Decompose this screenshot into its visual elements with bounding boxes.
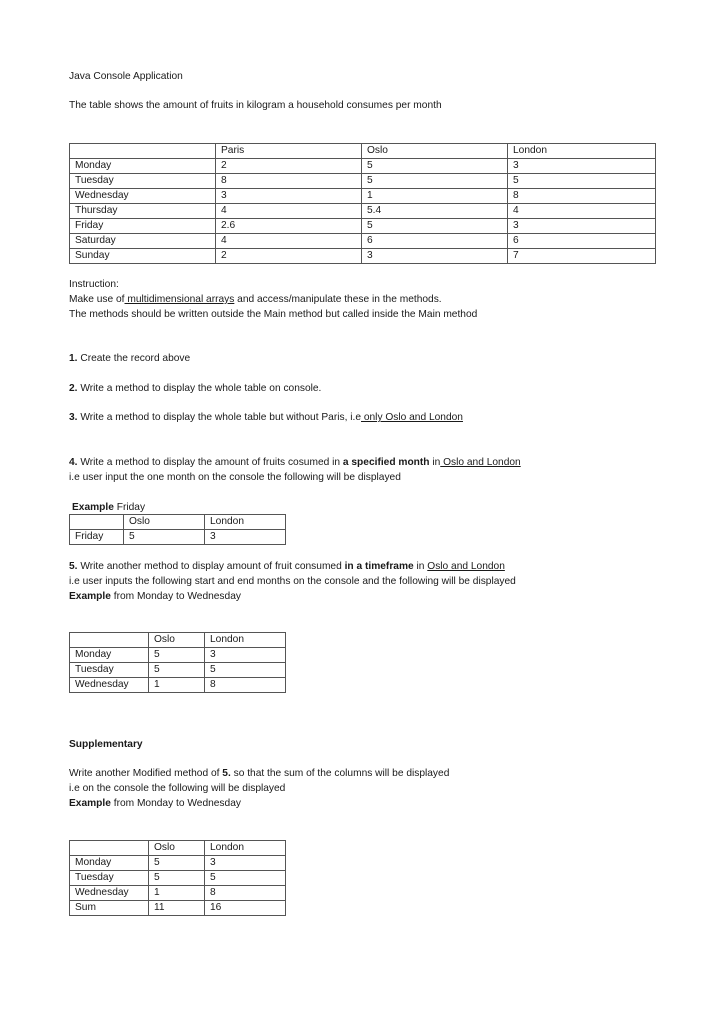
supplementary-emphasis: 5.: [222, 768, 231, 779]
table-row: [70, 678, 286, 693]
table-cell: 5: [362, 174, 508, 189]
table-cell: Saturday: [70, 234, 216, 249]
table-cell: Tuesday: [70, 871, 149, 886]
task-text: Create the record above: [77, 353, 191, 364]
table-cell: Monday: [70, 856, 149, 871]
table-cell: 5: [124, 530, 205, 545]
table-cell: Wednesday: [70, 886, 149, 901]
supplementary-example: [69, 797, 241, 810]
table-header-cell: [70, 841, 149, 856]
table-cell: 6: [362, 234, 508, 249]
table-row: [70, 189, 656, 204]
table-cell: 2.6: [216, 219, 362, 234]
table-cell: 4: [216, 234, 362, 249]
table-row: [70, 648, 286, 663]
table-cell: 2: [216, 159, 362, 174]
table-cell: Sum: [70, 901, 149, 916]
table-cell: 5: [362, 159, 508, 174]
table-cell: 1: [149, 678, 205, 693]
example-friday-table: [69, 514, 286, 545]
task-5-example: [69, 590, 241, 603]
example-label: Example: [69, 798, 111, 809]
table-header-cell: Oslo: [149, 633, 205, 648]
instruction-line-1: [69, 293, 442, 306]
task-number: 1.: [69, 353, 78, 364]
main-table: [69, 143, 656, 264]
table-header-row: [70, 515, 286, 530]
task-emphasis: Oslo and London: [440, 457, 521, 468]
table-row: [70, 871, 286, 886]
table-cell: 3: [216, 189, 362, 204]
table-cell: 8: [508, 189, 656, 204]
example-text: from Monday to Wednesday: [110, 798, 241, 809]
table-header-cell: Oslo: [124, 515, 205, 530]
table-row: [70, 886, 286, 901]
table-row: [70, 204, 656, 219]
task-emphasis: only Oslo and London: [361, 412, 463, 423]
table-cell: 16: [205, 901, 286, 916]
table-cell: 5: [149, 871, 205, 886]
task-number: 5.: [69, 561, 78, 572]
table-header-cell: London: [205, 515, 286, 530]
table-cell: 5: [149, 648, 205, 663]
table-cell: Wednesday: [70, 189, 216, 204]
intro-text: The table shows the amount of fruits in kilogram a household consumes per month: [69, 100, 442, 111]
supplementary-text: so that the sum of the columns will be displayed: [230, 768, 450, 779]
instruction-heading: Instruction:: [69, 279, 119, 290]
table-cell: 3: [205, 856, 286, 871]
example-friday-label: [72, 501, 145, 514]
table-cell: Friday: [70, 530, 124, 545]
table-row: [70, 663, 286, 678]
table-cell: Friday: [70, 219, 216, 234]
table-row: [70, 174, 656, 189]
table-cell: 3: [205, 530, 286, 545]
table-cell: 11: [149, 901, 205, 916]
table-cell: 1: [362, 189, 508, 204]
table-cell: 8: [205, 678, 286, 693]
table-cell: 5: [205, 871, 286, 886]
table-cell: 4: [216, 204, 362, 219]
supplementary-heading: Supplementary: [69, 739, 143, 750]
task-4-line-2: i.e user input the one month on the console the following will be displayed: [69, 472, 401, 483]
table-cell: 5: [149, 856, 205, 871]
example-label: Example: [72, 502, 114, 513]
table-cell: 5: [205, 663, 286, 678]
instruction-line-2: The methods should be written outside the Main method but called inside the Main method: [69, 309, 478, 320]
table-cell: 6: [508, 234, 656, 249]
task-text: Write another method to display amount of fruit consumed: [77, 561, 345, 572]
table-cell: Tuesday: [70, 174, 216, 189]
table-row: [70, 856, 286, 871]
instruction-text: Make use of: [69, 294, 125, 305]
table-header-cell: Paris: [216, 144, 362, 159]
table-header-cell: [70, 515, 124, 530]
task-4: [69, 456, 521, 469]
supplementary-line-1: [69, 767, 449, 780]
table-cell: Monday: [70, 648, 149, 663]
task-emphasis: in a timeframe: [344, 561, 414, 572]
table-cell: 5: [508, 174, 656, 189]
table-row: [70, 249, 656, 264]
table-header-cell: London: [205, 841, 286, 856]
table-header-cell: Oslo: [362, 144, 508, 159]
task-emphasis: Oslo and London: [427, 561, 505, 572]
multidimensional-arrays-term: multidimensional arrays: [124, 294, 235, 305]
table-header-row: [70, 144, 656, 159]
table-cell: 1: [149, 886, 205, 901]
table-header-row: [70, 841, 286, 856]
table-cell: 5: [362, 219, 508, 234]
supplementary-line-2: i.e on the console the following will be displayed: [69, 783, 286, 794]
table-cell: 7: [508, 249, 656, 264]
table-cell: 3: [362, 249, 508, 264]
table-cell: Wednesday: [70, 678, 149, 693]
task-emphasis: a specified month: [342, 457, 430, 468]
table-cell: Thursday: [70, 204, 216, 219]
table-cell: 4: [508, 204, 656, 219]
task-text: in: [429, 457, 441, 468]
table-header-cell: [70, 633, 149, 648]
task-text: Write a method to display the whole table on console.: [77, 383, 322, 394]
task-1: [69, 352, 190, 365]
supplementary-text: Write another Modified method of: [69, 768, 223, 779]
example-text: from Monday to Wednesday: [110, 591, 241, 602]
table-row: [70, 234, 656, 249]
example-day: Friday: [113, 502, 146, 513]
document-title: Java Console Application: [69, 71, 183, 82]
table-header-cell: Oslo: [149, 841, 205, 856]
task-number: 4.: [69, 457, 78, 468]
task-number: 3.: [69, 412, 78, 423]
table-cell: 8: [216, 174, 362, 189]
table-cell: 3: [508, 219, 656, 234]
table-row: [70, 219, 656, 234]
table-header-cell: London: [508, 144, 656, 159]
table-header-cell: [70, 144, 216, 159]
task-text: Write a method to display the whole table but without Paris, i.e: [77, 412, 362, 423]
supplementary-table: [69, 840, 286, 916]
task-2: [69, 382, 321, 395]
table-sum-row: [70, 901, 286, 916]
task-5-line-2: i.e user inputs the following start and end months on the console and the following will be displayed: [69, 576, 516, 587]
table-header-row: [70, 633, 286, 648]
table-cell: 5: [149, 663, 205, 678]
table-cell: Tuesday: [70, 663, 149, 678]
example-range-table: [69, 632, 286, 693]
task-text: in: [413, 561, 428, 572]
task-text: Write a method to display the amount of fruits cosumed in: [77, 457, 343, 468]
task-number: 2.: [69, 383, 78, 394]
table-row: [70, 530, 286, 545]
table-cell: 3: [508, 159, 656, 174]
table-cell: 2: [216, 249, 362, 264]
table-cell: 5.4: [362, 204, 508, 219]
example-label: Example: [69, 591, 111, 602]
instruction-text: and access/manipulate these in the methods.: [234, 294, 442, 305]
table-cell: Sunday: [70, 249, 216, 264]
table-header-cell: London: [205, 633, 286, 648]
task-3: [69, 411, 463, 424]
table-cell: 8: [205, 886, 286, 901]
task-5: [69, 560, 505, 573]
table-cell: Monday: [70, 159, 216, 174]
table-row: [70, 159, 656, 174]
table-cell: 3: [205, 648, 286, 663]
